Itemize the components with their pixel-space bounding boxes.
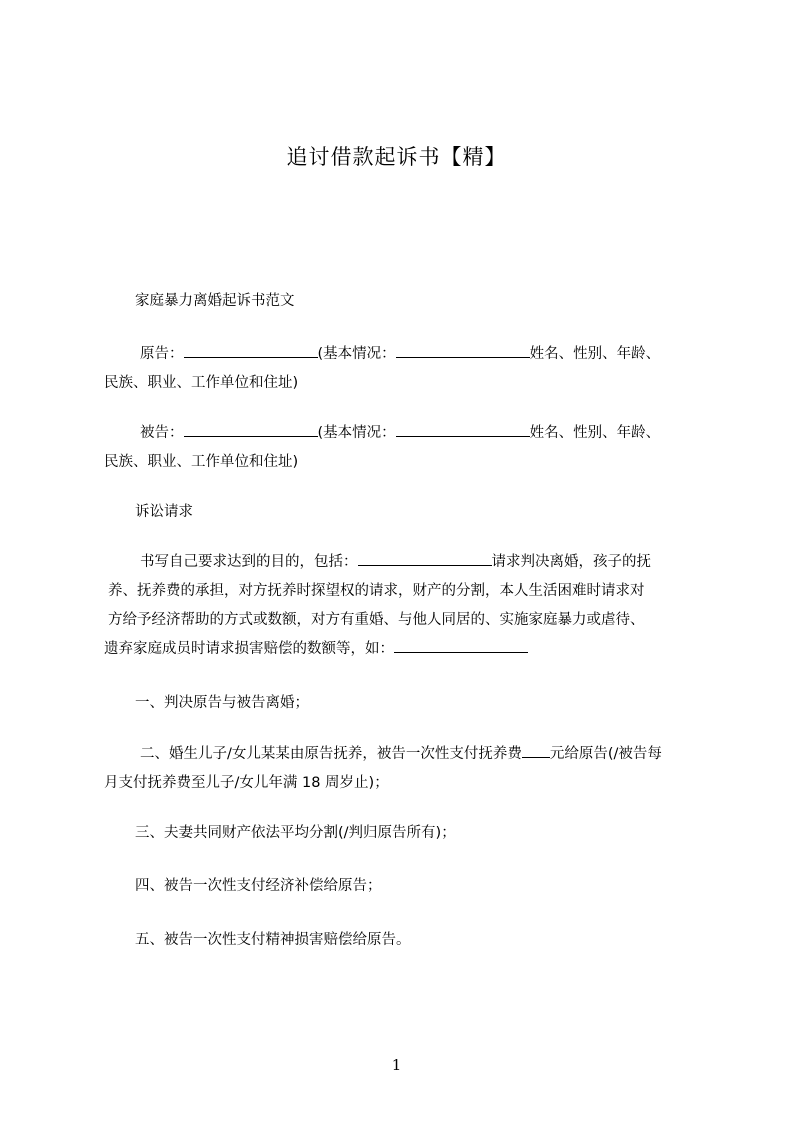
defendant-name-blank — [184, 422, 318, 437]
claim-item-3: 三、夫妻共同财产依法平均分割(/判归原告所有)； — [135, 825, 456, 841]
claim-item-5: 五、被告一次性支付精神损害赔偿给原告。 — [135, 932, 411, 948]
defendant-paragraph — [104, 419, 704, 477]
page-number: 1 — [391, 1056, 402, 1074]
defendant-info-blank — [396, 422, 530, 437]
claims-intro-line2: 养、抚养费的承担，对方抚养时探望权的请求，财产的分割，本人生活困难时请求对 — [108, 583, 645, 599]
claims-intro-line3: 方给予经济帮助的方式或数额，对方有重婚、与他人同居的、实施家庭暴力或虐待、 — [108, 612, 645, 628]
claims-intro-paragraph — [104, 548, 704, 664]
document-title: 追讨借款起诉书【精】 — [286, 145, 507, 169]
claims-intro-blank-2 — [394, 638, 528, 653]
plaintiff-info-label: (基本情况： — [317, 346, 396, 362]
plaintiff-info-tail: 姓名、性别、年龄、 — [529, 346, 661, 362]
claim-item-2-line2: 月支付抚养费至儿子/女儿年满 18 周岁止)； — [104, 775, 389, 791]
claims-intro-line1-end: 请求判决离婚，孩子的抚 — [491, 554, 651, 570]
child-support-amount-blank — [522, 743, 550, 758]
plaintiff-paragraph — [104, 340, 704, 398]
claims-heading: 诉讼请求 — [135, 504, 193, 520]
claims-intro-blank-1 — [358, 551, 492, 566]
claim-item-2 — [104, 740, 704, 798]
claims-intro-line4-start: 遗弃家庭成员时请求损害赔偿的数额等，如： — [104, 641, 394, 657]
plaintiff-info-blank — [396, 343, 530, 358]
claim-item-4: 四、被告一次性支付经济补偿给原告； — [135, 878, 382, 894]
plaintiff-name-blank — [184, 343, 318, 358]
defendant-info-line2: 民族、职业、工作单位和住址) — [104, 454, 299, 470]
defendant-info-label: (基本情况： — [317, 425, 396, 441]
document-heading: 家庭暴力离婚起诉书范文 — [135, 293, 295, 309]
claims-intro-line1-start: 书写自己要求达到的目的，包括： — [140, 554, 358, 570]
defendant-label: 被告： — [140, 425, 184, 441]
plaintiff-info-line2: 民族、职业、工作单位和住址) — [104, 375, 299, 391]
defendant-info-tail: 姓名、性别、年龄、 — [529, 425, 661, 441]
claim-item-2-line1-start: 二、婚生儿子/女儿某某由原告抚养，被告一次性支付抚养费 — [140, 746, 522, 762]
plaintiff-label: 原告： — [140, 346, 184, 362]
claim-item-1: 一、判决原告与被告离婚； — [135, 695, 309, 711]
claim-item-2-line1-end: 元给原告(/被告每 — [549, 746, 662, 762]
